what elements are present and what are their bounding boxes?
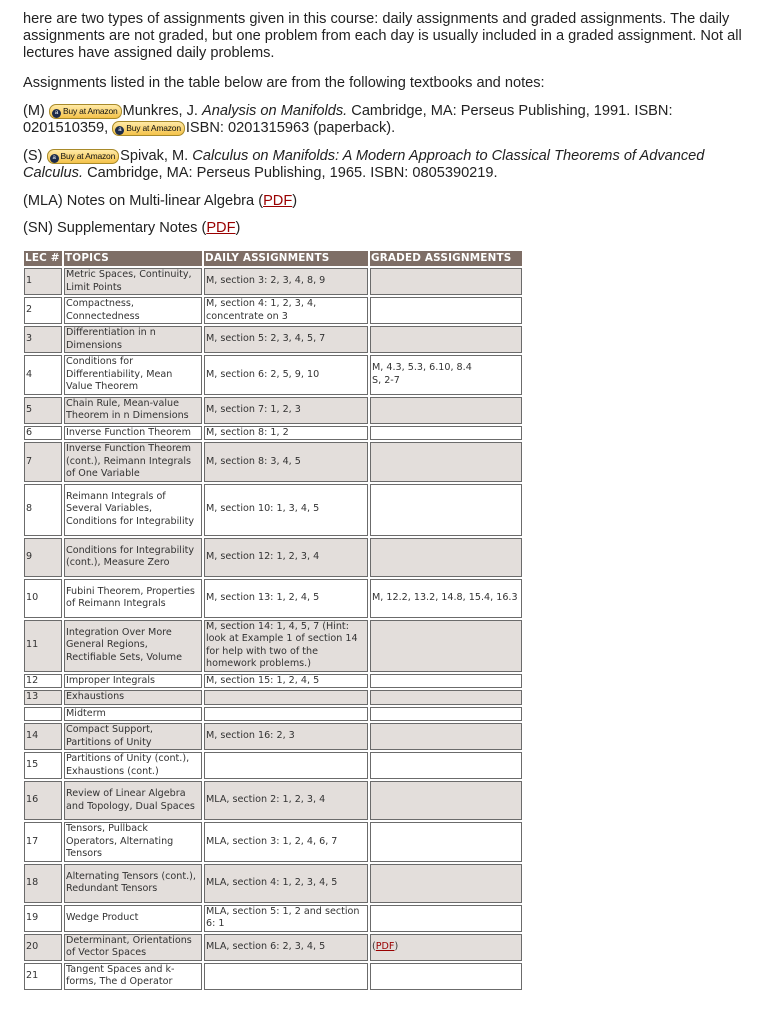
munkres-title: Analysis on Manifolds.	[202, 103, 348, 119]
table-body	[24, 268, 522, 990]
cell-daily	[204, 963, 368, 990]
cell-topic: Wedge Product	[64, 905, 202, 932]
cell-lec: 14	[24, 723, 62, 750]
cell-daily: M, section 4: 1, 2, 3, 4, concentrate on 3	[204, 297, 368, 324]
cell-daily: M, section 6: 2, 5, 9, 10	[204, 355, 368, 395]
cell-topic: Conditions for Integrability (cont.), Measure Zero	[64, 538, 202, 577]
cell-topic: Midterm	[64, 707, 202, 722]
table-row	[24, 538, 522, 577]
header-daily-assignments: DAILY ASSIGNMENTS	[204, 251, 368, 266]
sn-close: )	[235, 220, 241, 236]
cell-lec: 11	[24, 620, 62, 672]
table-row	[24, 781, 522, 820]
table-row	[24, 905, 522, 932]
cell-lec: 6	[24, 426, 62, 441]
table-row	[24, 963, 522, 990]
cell-topic: Review of Linear Algebra and Topology, Dual Spaces	[64, 781, 202, 820]
amazon-badge-icon: a	[52, 109, 61, 118]
cell-topic: Tensors, Pullback Operators, Alternating Tensors	[64, 822, 202, 862]
table-row	[24, 297, 522, 324]
cell-topic: Metric Spaces, Continuity, Limit Points	[64, 268, 202, 295]
table-row	[24, 326, 522, 353]
table-row	[24, 442, 522, 482]
cell-daily: M, section 15: 1, 2, 4, 5	[204, 674, 368, 689]
cell-lec: 5	[24, 397, 62, 424]
buy-at-amazon-button[interactable]	[47, 149, 120, 164]
cell-daily: MLA, section 5: 1, 2 and section 6: 1	[204, 905, 368, 932]
cell-lec: 4	[24, 355, 62, 395]
table-row	[24, 674, 522, 689]
mla-pdf-link[interactable]: PDF	[263, 193, 293, 209]
cell-graded	[370, 864, 522, 903]
cell-daily: M, section 3: 2, 3, 4, 8, 9	[204, 268, 368, 295]
cell-topic: Integration Over More General Regions, Rectifiable Sets, Volume	[64, 620, 202, 672]
munkres-publisher: Cambridge, MA: Perseus Publishing, 1991. ISBN: 0201510359,	[23, 103, 673, 136]
intro-paragraph: here are two types of assignments given in this course: daily assignments and graded assignments. The daily assignments are not graded, but one problem from each day is usually included in a graded assignment. Not all lectures have assigned daily problems.	[23, 11, 742, 61]
cell-topic: Alternating Tensors (cont.), Redundant Tensors	[64, 864, 202, 903]
cell-topic: Compactness, Connectedness	[64, 297, 202, 324]
munkres-isbn-paperback: ISBN: 0201315963 (paperback).	[185, 120, 396, 136]
cell-daily: M, section 16: 2, 3	[204, 723, 368, 750]
cell-lec	[24, 707, 62, 722]
cell-graded: M, 4.3, 5.3, 6.10, 8.4 S, 2-7	[370, 355, 522, 395]
sn-text: (SN) Supplementary Notes (	[23, 220, 207, 236]
cell-topic: Exhaustions	[64, 690, 202, 705]
amazon-label: Buy at Amazon	[62, 106, 118, 116]
cell-topic: Compact Support, Partitions of Unity	[64, 723, 202, 750]
amazon-label: Buy at Amazon	[126, 123, 181, 133]
cell-lec: 15	[24, 752, 62, 779]
header-topics: TOPICS	[64, 251, 202, 266]
cell-topic: Inverse Function Theorem	[64, 426, 202, 441]
cell-lec: 10	[24, 579, 62, 618]
cell-topic: Conditions for Differentiability, Mean Value Theorem	[64, 355, 202, 395]
cell-daily: MLA, section 6: 2, 3, 4, 5	[204, 934, 368, 961]
cell-lec: 12	[24, 674, 62, 689]
cell-lec: 18	[24, 864, 62, 903]
cell-lec: 17	[24, 822, 62, 862]
cell-daily: M, section 8: 1, 2	[204, 426, 368, 441]
cell-daily: M, section 13: 1, 2, 4, 5	[204, 579, 368, 618]
cell-daily: M, section 8: 3, 4, 5	[204, 442, 368, 482]
amazon-label: Buy at Amazon	[60, 151, 116, 161]
cell-graded: M, 12.2, 13.2, 14.8, 15.4, 16.3	[370, 579, 522, 618]
header-graded-assignments: GRADED ASSIGNMENTS	[370, 251, 522, 266]
source-spivak	[23, 148, 743, 182]
source-tag-s: (S)	[23, 148, 43, 164]
table-row	[24, 426, 522, 441]
munkres-author: Munkres, J.	[122, 103, 198, 119]
amazon-badge-icon: a	[115, 126, 124, 135]
table-row	[24, 690, 522, 705]
cell-daily: M, section 14: 1, 4, 5, 7 (Hint: look at Example 1 of section 14 for help with two of the homework problems.)	[204, 620, 368, 672]
cell-topic: Fubini Theorem, Properties of Reimann Integrals	[64, 579, 202, 618]
cell-graded	[370, 397, 522, 424]
table-row	[24, 579, 522, 618]
table-row	[24, 752, 522, 779]
sources-intro: Assignments listed in the table below are from the following textbooks and notes:	[23, 75, 545, 91]
graded-pdf-link[interactable]: PDF	[375, 940, 395, 952]
cell-graded	[370, 484, 522, 536]
table-row	[24, 355, 522, 395]
cell-topic: Improper Integrals	[64, 674, 202, 689]
cell-daily: M, section 5: 2, 3, 4, 5, 7	[204, 326, 368, 353]
cell-graded	[370, 620, 522, 672]
cell-daily	[204, 707, 368, 722]
cell-lec: 21	[24, 963, 62, 990]
table-header-row	[24, 251, 522, 266]
buy-at-amazon-button[interactable]	[49, 104, 122, 119]
cell-graded	[370, 781, 522, 820]
cell-topic: Differentiation in n Dimensions	[64, 326, 202, 353]
cell-lec: 8	[24, 484, 62, 536]
table-row	[24, 707, 522, 722]
cell-topic: Chain Rule, Mean-value Theorem in n Dimensions	[64, 397, 202, 424]
cell-graded: (PDF)	[370, 934, 522, 961]
cell-lec: 1	[24, 268, 62, 295]
table-row	[24, 723, 522, 750]
cell-graded	[370, 752, 522, 779]
table-row	[24, 397, 522, 424]
header-lec: LEC #	[24, 251, 62, 266]
amazon-badge-icon: a	[50, 154, 59, 163]
cell-topic: Inverse Function Theorem (cont.), Reimann Integrals of One Variable	[64, 442, 202, 482]
mla-close: )	[292, 193, 298, 209]
spivak-publisher: Cambridge, MA: Perseus Publishing, 1965. ISBN: 0805390219.	[87, 165, 498, 181]
cell-lec: 20	[24, 934, 62, 961]
source-mla	[23, 193, 743, 210]
table-row	[24, 268, 522, 295]
table-row	[24, 934, 522, 961]
cell-daily	[204, 752, 368, 779]
source-munkres	[23, 103, 743, 137]
cell-graded	[370, 538, 522, 577]
mla-text: (MLA) Notes on Multi-linear Algebra (	[23, 193, 264, 209]
cell-graded	[370, 426, 522, 441]
source-sn	[23, 220, 743, 237]
table-row	[24, 484, 522, 536]
cell-lec: 9	[24, 538, 62, 577]
spivak-author: Spivak, M.	[120, 148, 189, 164]
cell-topic: Partitions of Unity (cont.), Exhaustions (cont.)	[64, 752, 202, 779]
cell-lec: 16	[24, 781, 62, 820]
spivak-title: Calculus on Manifolds: A Modern Approach to Classical Theorems of Advanced Calculus.	[23, 148, 705, 181]
cell-graded	[370, 442, 522, 482]
cell-graded	[370, 822, 522, 862]
cell-daily: MLA, section 2: 1, 2, 3, 4	[204, 781, 368, 820]
cell-lec: 2	[24, 297, 62, 324]
buy-at-amazon-button[interactable]	[112, 121, 185, 136]
cell-graded	[370, 723, 522, 750]
cell-graded	[370, 326, 522, 353]
cell-lec: 13	[24, 690, 62, 705]
cell-topic: Reimann Integrals of Several Variables, Conditions for Integrability	[64, 484, 202, 536]
source-tag-m: (M)	[23, 103, 45, 119]
cell-daily: M, section 12: 1, 2, 3, 4	[204, 538, 368, 577]
cell-lec: 3	[24, 326, 62, 353]
cell-topic: Determinant, Orientations of Vector Spaces	[64, 934, 202, 961]
cell-graded	[370, 905, 522, 932]
cell-graded	[370, 690, 522, 705]
sn-pdf-link[interactable]: PDF	[206, 220, 236, 236]
cell-daily: M, section 7: 1, 2, 3	[204, 397, 368, 424]
table-row	[24, 620, 522, 672]
cell-graded	[370, 707, 522, 722]
cell-graded	[370, 963, 522, 990]
cell-topic: Tangent Spaces and k-forms, The d Operator	[64, 963, 202, 990]
cell-daily: M, section 10: 1, 3, 4, 5	[204, 484, 368, 536]
lecture-table	[22, 249, 524, 992]
cell-lec: 7	[24, 442, 62, 482]
cell-graded	[370, 674, 522, 689]
table-row	[24, 822, 522, 862]
cell-lec: 19	[24, 905, 62, 932]
table-row	[24, 864, 522, 903]
cell-graded	[370, 268, 522, 295]
cell-daily	[204, 690, 368, 705]
cell-graded	[370, 297, 522, 324]
cell-daily: MLA, section 4: 1, 2, 3, 4, 5	[204, 864, 368, 903]
cell-daily: MLA, section 3: 1, 2, 4, 6, 7	[204, 822, 368, 862]
